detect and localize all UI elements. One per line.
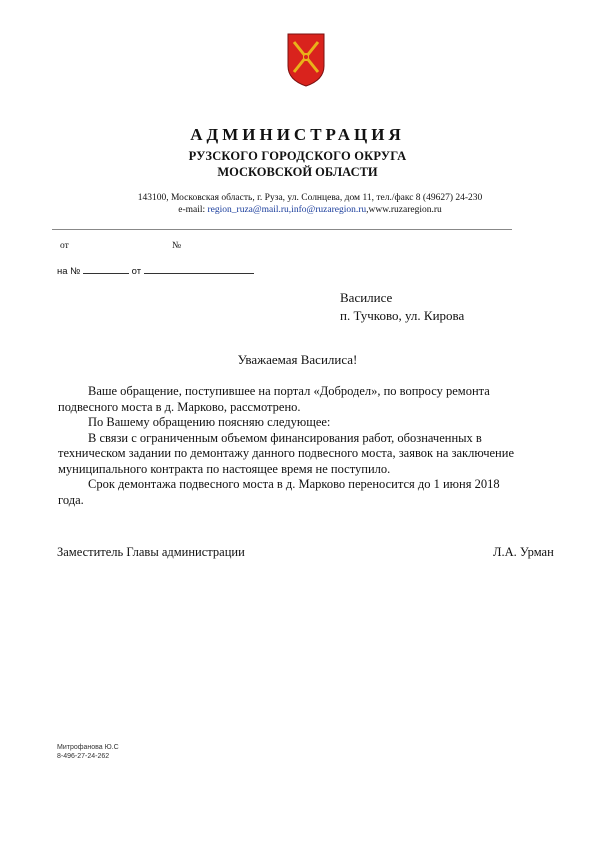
signatory-position: Заместитель Главы администрации bbox=[57, 545, 245, 559]
signatory-name: Л.А. Урман bbox=[493, 545, 554, 559]
addressee-block bbox=[340, 289, 464, 325]
org-title: АДМИНИСТРАЦИЯ bbox=[190, 125, 405, 144]
addressee-address: п. Тучково, ул. Кирова bbox=[340, 308, 465, 323]
reference-line bbox=[57, 264, 254, 277]
website: ,www.ruzaregion.ru bbox=[366, 205, 442, 215]
ref-number-label: на № bbox=[57, 266, 81, 277]
header-divider bbox=[52, 229, 512, 230]
executor-phone: 8-496-27-24-262 bbox=[57, 753, 110, 760]
coat-of-arms-emblem bbox=[286, 32, 326, 88]
paragraph-3-line-2: техническом задании по демонтажу данного подвесного моста, заявок на заключение bbox=[58, 446, 514, 460]
paragraph-3-line-1: В связи с ограниченным объемом финансирования работ, обозначенных в bbox=[88, 430, 482, 445]
greeting: Уважаемая Василиса! bbox=[237, 352, 358, 367]
org-subtitle-region: МОСКОВСКОЙ ОБЛАСТИ bbox=[217, 165, 378, 179]
executor-info bbox=[57, 743, 119, 761]
date-field-label: от bbox=[60, 241, 69, 251]
paragraph-1-line-1: Ваше обращение, поступившее на портал «Добродел», по вопросу ремонта bbox=[88, 384, 490, 398]
paragraph-1-line-2: подвесного моста в д. Марково, рассмотрено. bbox=[58, 399, 301, 414]
org-contacts bbox=[0, 205, 595, 215]
ref-number-blank[interactable] bbox=[83, 264, 129, 274]
org-subtitle-district: РУЗСКОГО ГОРОДСКОГО ОКРУГА bbox=[188, 149, 407, 163]
paragraph-4-line-2: года. bbox=[58, 492, 84, 507]
ref-date-blank[interactable] bbox=[144, 264, 254, 274]
addressee-name: Василисе bbox=[340, 290, 393, 305]
number-field-label: № bbox=[172, 241, 182, 251]
letter-body bbox=[58, 384, 568, 508]
paragraph-2: По Вашему обращению поясняю следующее: bbox=[88, 415, 331, 429]
email-label: e-mail: bbox=[178, 205, 206, 215]
email-links[interactable]: region_ruza@mail.ru,info@ruzaregion.ru bbox=[207, 205, 367, 215]
executor-name: Митрофанова Ю.С bbox=[57, 744, 119, 751]
paragraph-4-line-1: Срок демонтажа подвесного моста в д. Марково переносится до 1 июня 2018 bbox=[88, 477, 500, 491]
ref-date-label: от bbox=[131, 266, 142, 277]
paragraph-3-line-3: муниципального контракта по настоящее время не поступило. bbox=[58, 461, 391, 476]
org-address: 143100, Московская область, г. Руза, ул. Солнцева, дом 11, тел./факс 8 (49627) 24-230 bbox=[137, 193, 483, 203]
